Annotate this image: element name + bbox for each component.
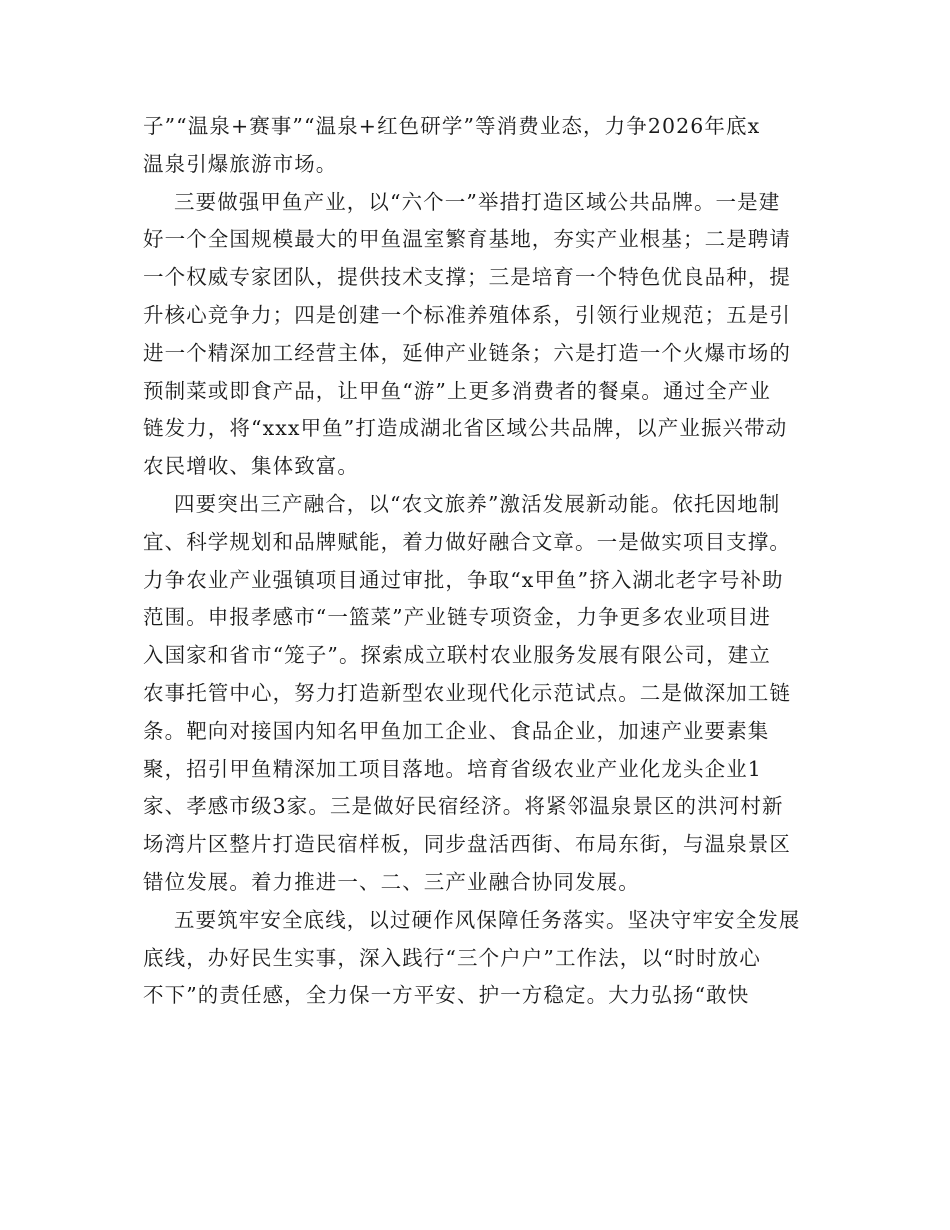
text-line: 不下”的责任感，全力保一方平安、护一方稳定。大力弘扬“敢快 xyxy=(143,983,750,1008)
text-line: 聚，招引甲鱼精深加工项目落地。培育省级农业产业化龙头企业1 xyxy=(143,756,762,781)
text-line: 底线，办好民生实事，深入践行“三个户户”工作法，以“时时放心 xyxy=(143,945,761,970)
text-line: 农事托管中心，努力打造新型农业现代化示范试点。二是做深加工链 xyxy=(143,680,791,705)
text-line: 升核心竞争力；四是创建一个标准养殖体系，引领行业规范；五是引 xyxy=(143,302,791,327)
text-line: 一个权威专家团队，提供技术支撑；三是培育一个特色优良品种，提 xyxy=(143,265,791,290)
text-line: 错位发展。着力推进一、二、三产业融合协同发展。 xyxy=(143,869,640,894)
text-line: 家、孝感市级3家。三是做好民宿经济。将紧邻温泉景区的洪河村新 xyxy=(143,794,784,819)
text-line: 宜、科学规划和品牌赋能，着力做好融合文章。一是做实项目支撑。 xyxy=(143,529,791,554)
text-line: 进一个精深加工经营主体，延伸产业链条；六是打造一个火爆市场的 xyxy=(143,340,791,365)
text-line: 温泉引爆旅游市场。 xyxy=(143,151,338,176)
text-line: 入国家和省市“笼子”。探索成立联村农业服务发展有限公司，建立 xyxy=(143,643,771,668)
text-line: 范围。申报孝感市“一篮菜”产业链专项资金，力争更多农业项目进 xyxy=(143,605,771,630)
text-line: 力争农业产业强镇项目通过审批，争取“x甲鱼”挤入湖北老字号补助 xyxy=(143,567,784,592)
text-line: 三要做强甲鱼产业，以“六个一”举措打造区域公共品牌。一是建 xyxy=(174,189,781,214)
document-body xyxy=(143,108,808,1015)
text-line: 农民增收、集体致富。 xyxy=(143,454,359,479)
text-line: 子”“温泉+赛事”“温泉+红色研学”等消费业态，力争2026年底x xyxy=(143,114,761,138)
text-line: 条。靶向对接国内知名甲鱼加工企业、食品企业，加速产业要素集 xyxy=(143,718,770,743)
text-line: 场湾片区整片打造民宿样板，同步盘活西街、布局东街，与温泉景区 xyxy=(143,832,791,857)
text-line: 链发力，将“xxx甲鱼”打造成湖北省区域公共品牌，以产业振兴带动 xyxy=(143,416,788,441)
text-line: 预制菜或即食产品，让甲鱼“游”上更多消费者的餐桌。通过全产业 xyxy=(143,378,771,403)
text-line: 五要筑牢安全底线，以过硬作风保障任务落实。坚决守牢安全发展 xyxy=(174,907,801,932)
text-line: 四要突出三产融合，以“农文旅养”激活发展新动能。依托因地制 xyxy=(174,491,781,516)
text-line: 好一个全国规模最大的甲鱼温室繁育基地，夯实产业根基；二是聘请 xyxy=(143,227,791,252)
